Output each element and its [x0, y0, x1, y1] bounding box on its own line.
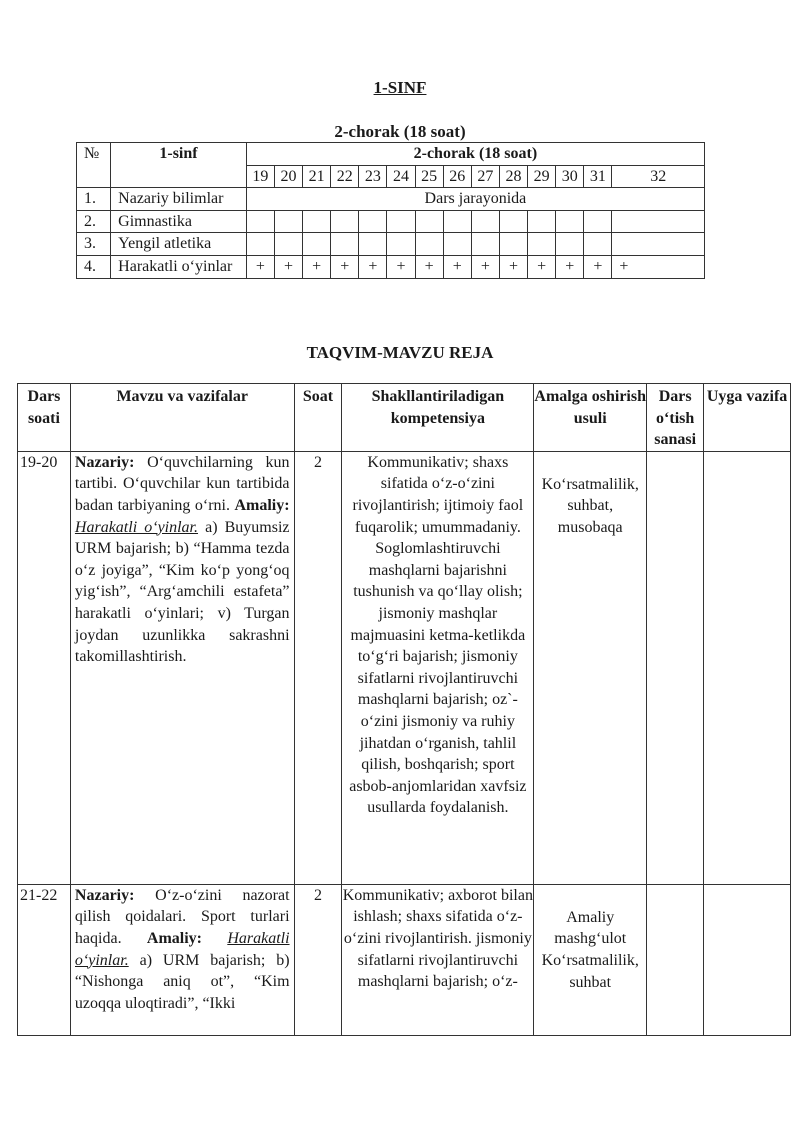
practice-text: a) URM bajarish; b) “Nishonga aniq ot”, “Kim uzoqqa uloqtiradi”, “Ikki [74, 951, 290, 1012]
practice-label: Amaliy: [146, 929, 202, 947]
plus-mark: + [528, 255, 556, 278]
row-label: Harakatli o‘yinlar [111, 255, 247, 278]
practice-label: Amaliy: [234, 496, 290, 514]
plan-header-row [18, 384, 791, 452]
plus-mark: + [415, 255, 443, 278]
theory-label: Nazariy: [74, 886, 135, 904]
week-cell: 28 [499, 165, 527, 188]
plus-mark: + [443, 255, 471, 278]
week-cell: 19 [246, 165, 274, 188]
table-row [77, 210, 705, 233]
lesson-hours: 21-22 [18, 884, 71, 1035]
calendar-plan-table [17, 383, 791, 1036]
plus-mark: + [584, 255, 612, 278]
lesson-hours: 19-20 [18, 451, 71, 884]
theory-text: O‘z-o‘zini nazorat qilish qoidalari. Sport turlari haqida. [74, 886, 290, 947]
lesson-topic [70, 451, 294, 884]
row-number: 4. [77, 255, 111, 278]
lesson-homework [704, 451, 791, 884]
plus-mark: + [359, 255, 387, 278]
theory-text: O‘quvchilarning kun tartibi. O‘quvchilar kun tartibida badan tarbiyaning o‘rni. [74, 453, 290, 514]
practice-text: a) Buyumsiz URM bajarish; b) “Hamma tezda o‘z joyiga”, “Kim ko‘p yong‘oq yig‘ish”, “Arg‘amchili estafeta” harakatli o‘yinlari; v) Turgan joydan uzunlikka sakrashni takomillashtirish. [74, 518, 290, 666]
plus-mark: + [331, 255, 359, 278]
week-cell: 21 [303, 165, 331, 188]
quarter-schedule-table [76, 142, 705, 279]
table-row [18, 884, 791, 1035]
row-label: Gimnastika [111, 210, 247, 233]
header-number: № [77, 143, 111, 188]
plus-mark: + [471, 255, 499, 278]
row-number: 1. [77, 188, 111, 211]
table-row [77, 188, 705, 211]
lesson-topic [70, 884, 294, 1035]
week-cell: 23 [359, 165, 387, 188]
week-cell: 29 [528, 165, 556, 188]
plus-mark: + [387, 255, 415, 278]
theory-label: Nazariy: [74, 453, 135, 471]
header-soat: Soat [294, 384, 342, 452]
header-method: Amalga oshirish usuli [534, 384, 647, 452]
plus-mark: + [274, 255, 302, 278]
week-cell: 20 [274, 165, 302, 188]
header-quarter: 2-chorak (18 soat) [246, 143, 704, 166]
lesson-soat: 2 [294, 451, 342, 884]
lesson-date [647, 884, 704, 1035]
header-topic: Mavzu va vazifalar [70, 384, 294, 452]
plus-mark: + [303, 255, 331, 278]
row-note: Dars jarayonida [246, 188, 704, 211]
plus-mark: + [556, 255, 584, 278]
row-number: 2. [77, 210, 111, 233]
week-cell: 30 [556, 165, 584, 188]
table-row [77, 233, 705, 256]
table-row [77, 255, 705, 278]
lesson-homework [704, 884, 791, 1035]
week-cell: 32 [612, 165, 705, 188]
practice-link: Harakatli o‘yinlar. [74, 929, 290, 969]
lesson-date [647, 451, 704, 884]
lesson-competence [342, 884, 534, 1035]
row-number: 3. [77, 233, 111, 256]
row-label: Yengil atletika [111, 233, 247, 256]
week-cell: 26 [443, 165, 471, 188]
header-grade: 1-sinf [111, 143, 247, 188]
week-cell: 24 [387, 165, 415, 188]
table-row [18, 451, 791, 884]
header-date: Dars o‘tish sanasi [647, 384, 704, 452]
week-cell: 25 [415, 165, 443, 188]
plan-title: TAQVIM-MAVZU REJA [306, 343, 494, 362]
header-competence: Shakllantiriladigan kompetensiya [342, 384, 534, 452]
lesson-method: Ko‘rsatmalilik, suhbat, musobaqa [534, 451, 647, 884]
lesson-competence: Kommunikativ; shaxs sifatida o‘z-o‘zini rivojlantirish; ijtimoiy faol fuqarolik; umummadaniy. Soglomlashtiruvchi mashqlarni bajarishni tushunish va qo‘llay olish; jismoniy mashqlar majmuasini ketma-ketlikda to‘g‘ri bajarish; jismoniy sifatlarni rivojlantiruvchi mashqlarni bajarish; oz`-o‘zini jismoniy va ruhiy jihatdan o‘rganish, tahlil qilish, boshqarish; sport asbob-anjomlaridan xavfsiz usullarda foydalanish. [342, 451, 534, 884]
grade-title: 1-SINF [373, 78, 427, 97]
header-homework: Uyga vazifa [704, 384, 791, 452]
competence-text: Kommunikativ; axborot bilan ishlash; shaxs sifatida o‘z-o‘zini rivojlantirish. jismoniy sifatlarni rivojlantiruvchi mashqlarni bajarish; o‘z- [342, 886, 533, 991]
plus-mark: + [612, 255, 705, 278]
lesson-soat: 2 [294, 884, 342, 1035]
week-cell: 31 [584, 165, 612, 188]
plus-mark: + [499, 255, 527, 278]
lesson-method: Amaliy mashg‘ulot Ko‘rsatmalilik, suhbat [534, 884, 647, 1035]
quarter-title: 2-chorak (18 soat) [334, 122, 466, 141]
week-cell: 22 [331, 165, 359, 188]
header-hours: Dars soati [18, 384, 71, 452]
plus-mark: + [246, 255, 274, 278]
row-label: Nazariy bilimlar [111, 188, 247, 211]
practice-link: Harakatli o‘yinlar. [74, 518, 199, 536]
week-cell: 27 [471, 165, 499, 188]
